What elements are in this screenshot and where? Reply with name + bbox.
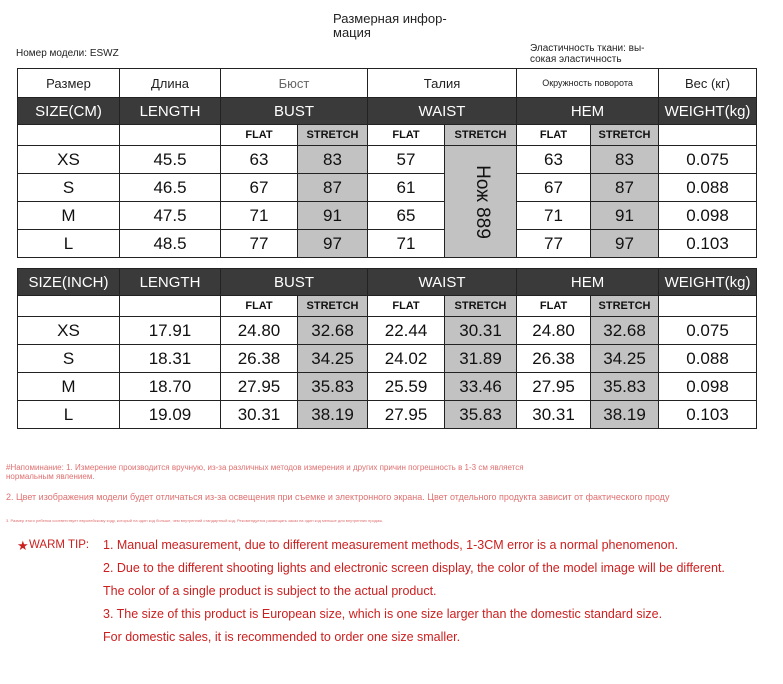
hem-flat-cell: 30.31 [517, 401, 591, 429]
inch-weight-header: WEIGHT(kg) [659, 269, 757, 296]
cm-hem-header: HEM [517, 98, 659, 125]
ru-hem-label: Окружность поворота [517, 69, 659, 98]
warm-tip-line: 3. The size of this product is European size, which is one size larger than the domestic standard size. [103, 607, 663, 621]
waist-flat-cell: 27.95 [368, 401, 445, 429]
fabric-elasticity [530, 43, 645, 65]
waist-stretch-cell: 33.46 [445, 373, 517, 401]
hem-stretch-cell: 83 [591, 146, 659, 174]
table-row [18, 373, 757, 401]
bust-flat-cell: 63 [221, 146, 298, 174]
model-number: Номер модели: ESWZ [16, 48, 119, 59]
size-cell: M [18, 202, 120, 230]
ru-size-label: Размер [18, 69, 120, 98]
length-cell: 48.5 [120, 230, 221, 258]
cm-hem-stretch-label: STRETCH [591, 125, 659, 146]
size-table-inch [17, 268, 757, 429]
length-cell: 45.5 [120, 146, 221, 174]
hem-flat-cell: 67 [517, 174, 591, 202]
cm-sub-empty-3 [659, 125, 757, 146]
waist-flat-cell: 25.59 [368, 373, 445, 401]
cm-sub-empty-2 [120, 125, 221, 146]
bust-stretch-cell: 34.25 [298, 345, 368, 373]
table-row [18, 401, 757, 429]
table-row [18, 146, 757, 174]
cm-subheader-row [18, 125, 757, 146]
cm-bust-stretch-label: STRETCH [298, 125, 368, 146]
weight-cell: 0.103 [659, 401, 757, 429]
warm-tip-line: 1. Manual measurement, due to different measurement methods, 1-3CM error is a normal phenomenon. [103, 538, 679, 552]
warm-tip-line: For domestic sales, it is recommended to order one size smaller. [103, 630, 461, 644]
table-row [18, 345, 757, 373]
size-cell: L [18, 401, 120, 429]
warm-tip-line: The color of a single product is subject to the actual product. [103, 584, 437, 598]
cm-sub-empty-1 [18, 125, 120, 146]
inch-hem-header: HEM [517, 269, 659, 296]
table-row [18, 202, 757, 230]
weight-cell: 0.088 [659, 345, 757, 373]
waist-flat-cell: 61 [368, 174, 445, 202]
inch-waist-flat-label: FLAT [368, 296, 445, 317]
hem-stretch-cell: 97 [591, 230, 659, 258]
size-cell: S [18, 345, 120, 373]
length-cell: 47.5 [120, 202, 221, 230]
length-cell: 17.91 [120, 317, 221, 345]
table-row [18, 230, 757, 258]
size-cell: S [18, 174, 120, 202]
cm-bust-header: BUST [221, 98, 368, 125]
hem-flat-cell: 77 [517, 230, 591, 258]
length-cell: 19.09 [120, 401, 221, 429]
hem-stretch-cell: 87 [591, 174, 659, 202]
table-row [18, 317, 757, 345]
waist-flat-cell: 71 [368, 230, 445, 258]
hem-stretch-cell: 32.68 [591, 317, 659, 345]
inch-size-header: SIZE(INCH) [18, 269, 120, 296]
ru-waist-label: Талия [368, 69, 517, 98]
star-icon: ★ [17, 538, 29, 553]
table-row [18, 174, 757, 202]
bust-stretch-cell: 83 [298, 146, 368, 174]
inch-sub-empty-3 [659, 296, 757, 317]
waist-stretch-merged-cell [445, 146, 517, 258]
cm-length-header: LENGTH [120, 98, 221, 125]
length-cell: 18.70 [120, 373, 221, 401]
waist-flat-cell: 57 [368, 146, 445, 174]
waist-stretch-cell: 31.89 [445, 345, 517, 373]
inch-header-row [18, 269, 757, 296]
waist-stretch-cell: 30.31 [445, 317, 517, 345]
waist-flat-cell: 22.44 [368, 317, 445, 345]
size-cell: XS [18, 317, 120, 345]
page-title [333, 12, 447, 40]
size-cell: L [18, 230, 120, 258]
bust-stretch-cell: 91 [298, 202, 368, 230]
size-table-cm [17, 68, 757, 258]
inch-bust-header: BUST [221, 269, 368, 296]
bust-flat-cell: 24.80 [221, 317, 298, 345]
weight-cell: 0.098 [659, 202, 757, 230]
weight-cell: 0.075 [659, 146, 757, 174]
warm-tip-line: 2. Due to the different shooting lights and electronic screen display, the color of the model image will be different. [103, 561, 725, 575]
weight-cell: 0.075 [659, 317, 757, 345]
cm-size-header: SIZE(CM) [18, 98, 120, 125]
bust-flat-cell: 27.95 [221, 373, 298, 401]
inch-hem-flat-label: FLAT [517, 296, 591, 317]
ru-note-1: #Напоминание: 1. Измерение производится вручную, из-за различных методов измерения и других причин погрешность в 1-3 см является нормальным явлением. [6, 463, 524, 481]
title-line-2: мация [333, 25, 371, 40]
hem-stretch-cell: 35.83 [591, 373, 659, 401]
bust-stretch-cell: 87 [298, 174, 368, 202]
ru-bust-label: Бюст [221, 69, 368, 98]
waist-flat-cell: 65 [368, 202, 445, 230]
elasticity-line-2: сокая эластичность [530, 54, 622, 65]
bust-flat-cell: 71 [221, 202, 298, 230]
bust-stretch-cell: 97 [298, 230, 368, 258]
cm-waist-header: WAIST [368, 98, 517, 125]
cm-waist-stretch-label: STRETCH [445, 125, 517, 146]
ru-length-label: Длина [120, 69, 221, 98]
cm-bust-flat-label: FLAT [221, 125, 298, 146]
weight-cell: 0.103 [659, 230, 757, 258]
bust-stretch-cell: 38.19 [298, 401, 368, 429]
hem-flat-cell: 24.80 [517, 317, 591, 345]
ru-note-3: 3. Размер этого ребенка соответствует европейскому коду, который на один код больше, чем внутренний стандартный код. Рекомендуется размещать заказ на один код меньше для внутренних продаж. [6, 518, 384, 523]
inch-waist-header: WAIST [368, 269, 517, 296]
hem-stretch-cell: 34.25 [591, 345, 659, 373]
elasticity-line-1: Эластичность ткани: вы- [530, 43, 645, 54]
waist-stretch-cell: 35.83 [445, 401, 517, 429]
bust-stretch-cell: 32.68 [298, 317, 368, 345]
bust-flat-cell: 30.31 [221, 401, 298, 429]
inch-subheader-row [18, 296, 757, 317]
weight-cell: 0.088 [659, 174, 757, 202]
bust-flat-cell: 77 [221, 230, 298, 258]
ru-header-row [18, 69, 757, 98]
hem-stretch-cell: 38.19 [591, 401, 659, 429]
inch-sub-empty-2 [120, 296, 221, 317]
warm-tip-label: WARM TIP: [29, 539, 90, 551]
bust-flat-cell: 26.38 [221, 345, 298, 373]
cm-waist-flat-label: FLAT [368, 125, 445, 146]
inch-hem-stretch-label: STRETCH [591, 296, 659, 317]
waist-flat-cell: 24.02 [368, 345, 445, 373]
inch-waist-stretch-label: STRETCH [445, 296, 517, 317]
length-cell: 46.5 [120, 174, 221, 202]
ru-note-2: 2. Цвет изображения модели будет отличаться из-за освещения при съемке и электронного экрана. Цвет отдельного продукта зависит от фактического проду [6, 492, 670, 502]
hem-stretch-cell: 91 [591, 202, 659, 230]
hem-flat-cell: 26.38 [517, 345, 591, 373]
hem-flat-cell: 71 [517, 202, 591, 230]
length-cell: 18.31 [120, 345, 221, 373]
bust-stretch-cell: 35.83 [298, 373, 368, 401]
cm-hem-flat-label: FLAT [517, 125, 591, 146]
rotated-note: Нож 889 [471, 164, 493, 239]
cm-weight-header: WEIGHT(kg) [659, 98, 757, 125]
size-cell: XS [18, 146, 120, 174]
ru-weight-label: Вес (кг) [659, 69, 757, 98]
inch-bust-stretch-label: STRETCH [298, 296, 368, 317]
inch-bust-flat-label: FLAT [221, 296, 298, 317]
size-cell: M [18, 373, 120, 401]
hem-flat-cell: 27.95 [517, 373, 591, 401]
title-line-1: Размерная инфор- [333, 11, 447, 26]
inch-length-header: LENGTH [120, 269, 221, 296]
hem-flat-cell: 63 [517, 146, 591, 174]
weight-cell: 0.098 [659, 373, 757, 401]
inch-sub-empty-1 [18, 296, 120, 317]
bust-flat-cell: 67 [221, 174, 298, 202]
cm-header-row [18, 98, 757, 125]
